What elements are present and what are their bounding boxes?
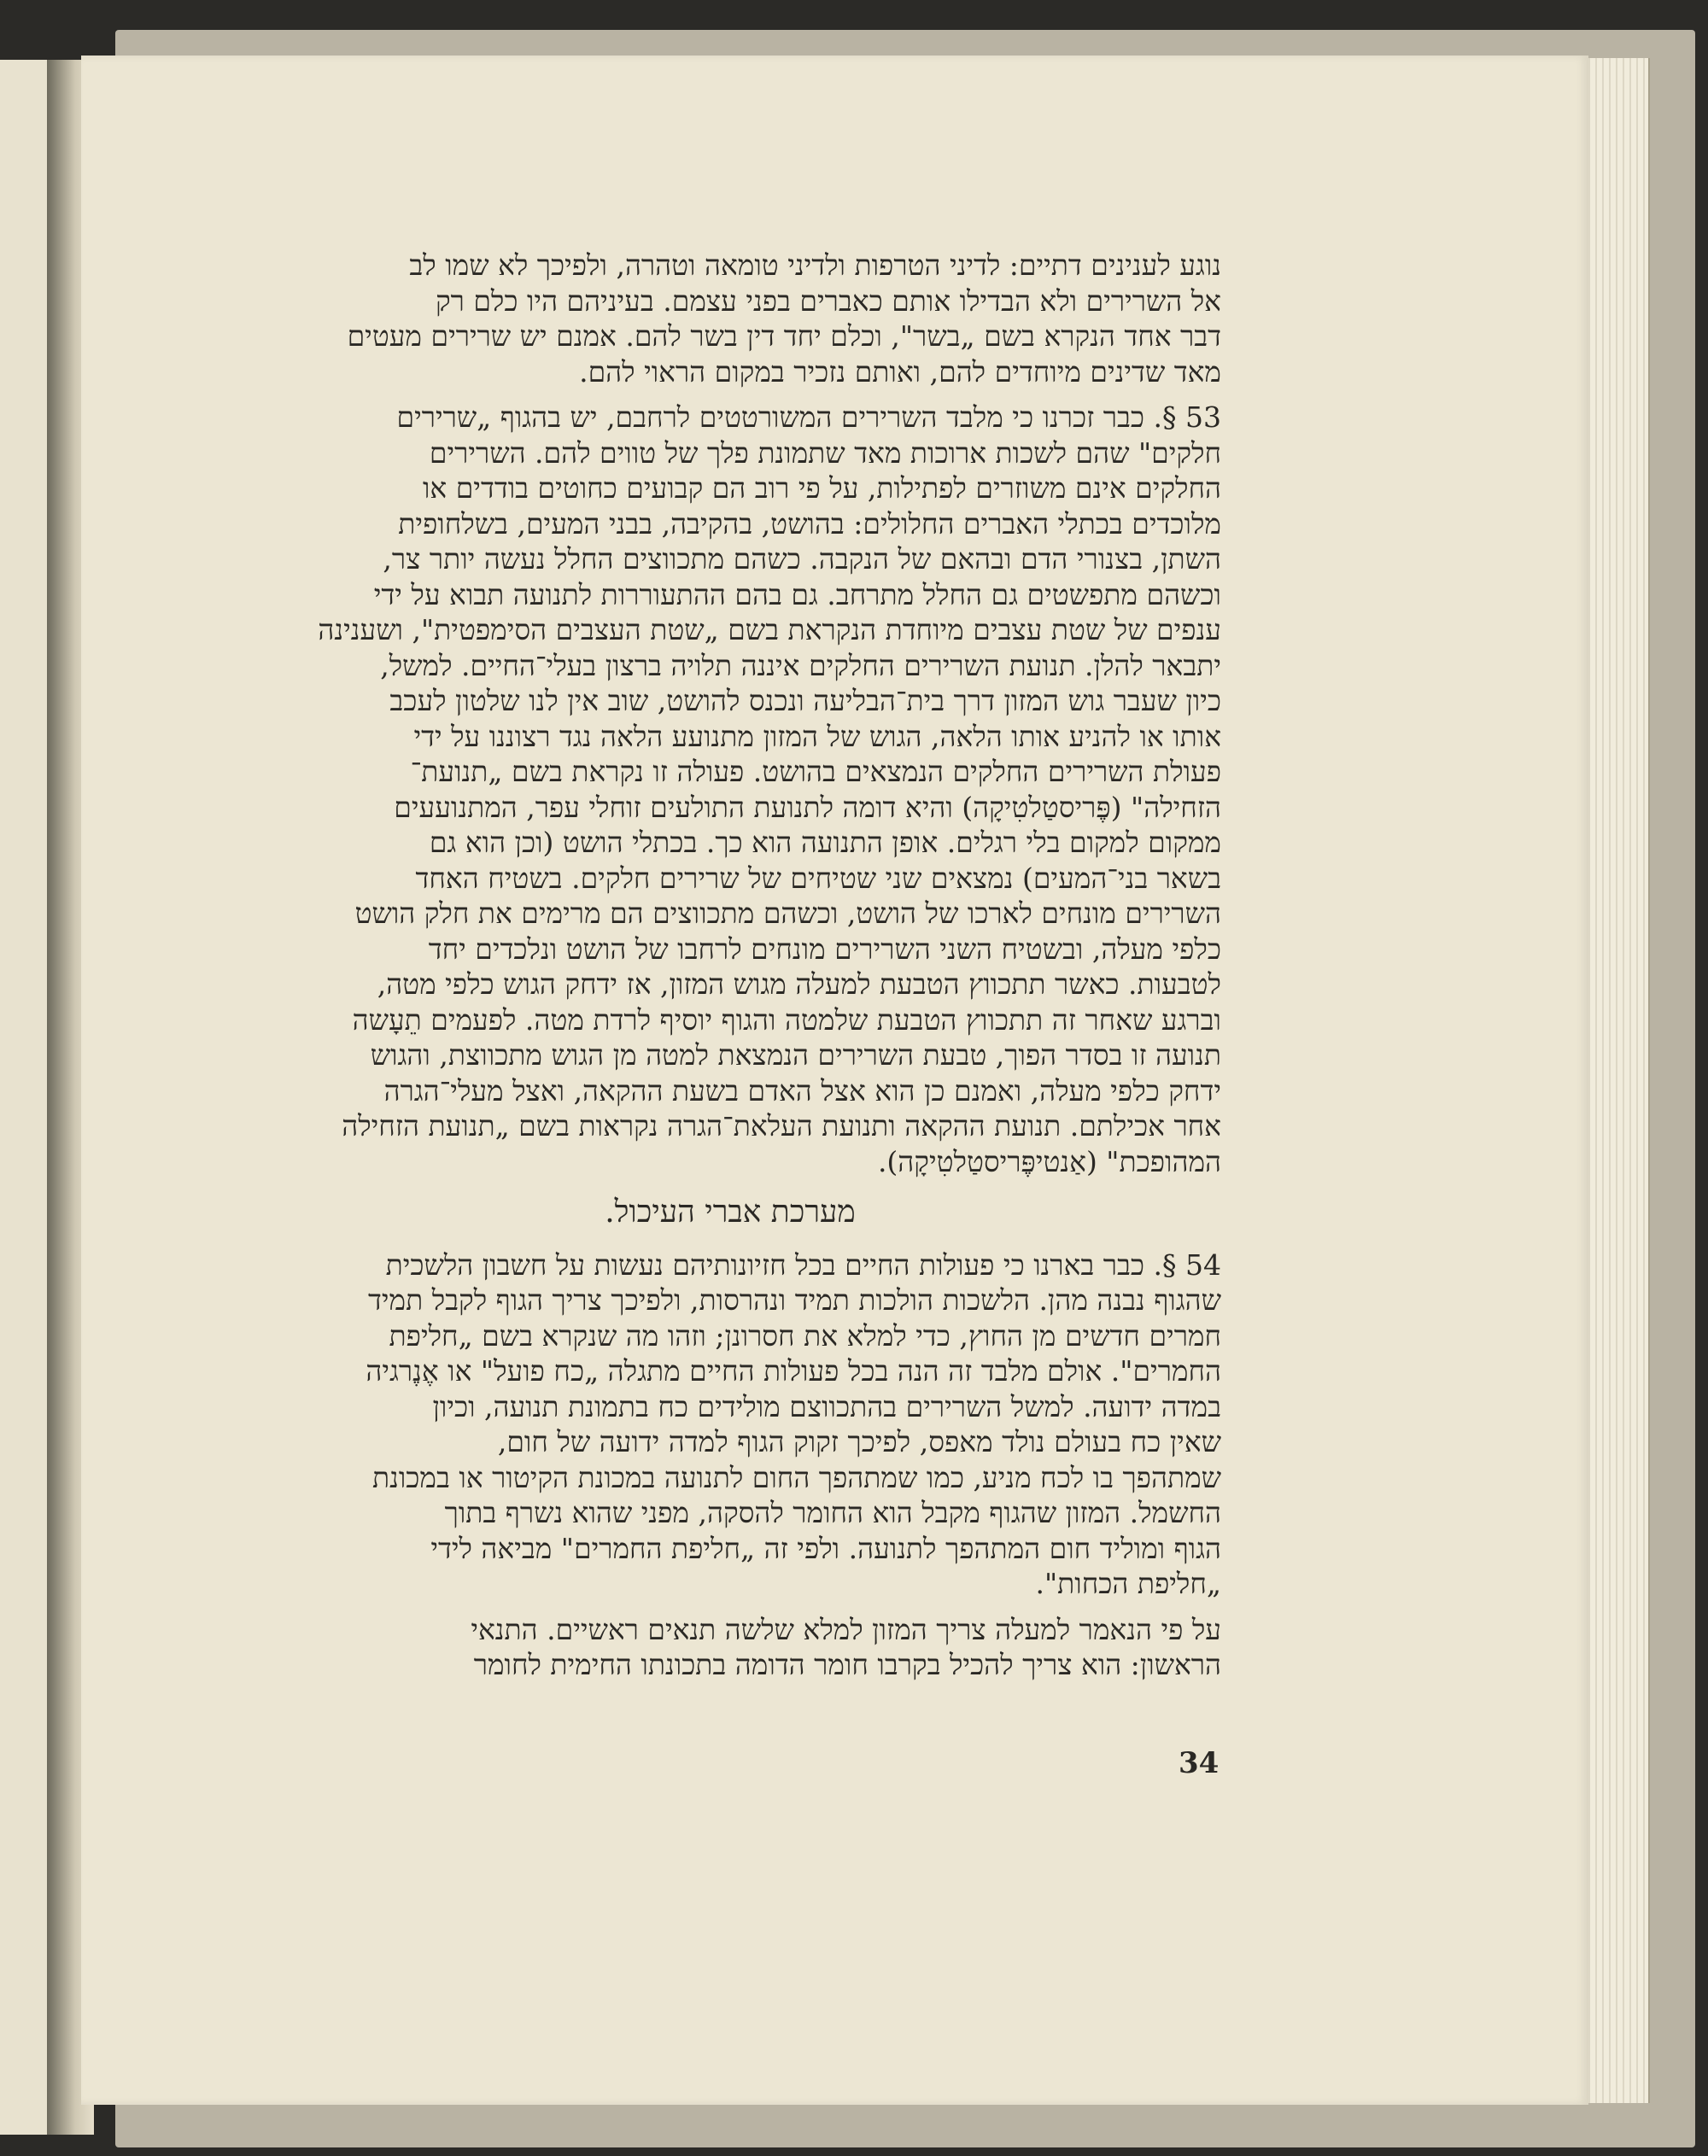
previous-page-edge bbox=[0, 60, 54, 2135]
section-heading: מערכת אברי העיכול. bbox=[605, 1195, 856, 1230]
page-number: 34 bbox=[1179, 1746, 1220, 1780]
paragraph-1: נוגע לענינים דתיים: לדיני הטרפות ולדיני טומאה וטהרה, ולפיכך לא שמו לב אל השרירים ולא הבדילו אותם כאברים בפני עצמם. בעיניהם היו כלם רק דבר אחד הנקרא בשם „בשר", וכלם יחד דין בשר להם. אמנם יש שרירים מעטים מאד שדינים מיוחדים להם, ואותם נזכיר במקום הראוי להם. bbox=[347, 248, 1221, 389]
page-text bbox=[239, 248, 1221, 1683]
paragraph-4: על פי הנאמר למעלה צריך המזון למלא שלשה תנאים ראשיים. התנאי הראשון: הוא צריך להכיל בקרבו חומר הדומה בתכונתו החימית לחומר bbox=[471, 1612, 1221, 1681]
paragraph-3: 54 §. כבר בארנו כי פעולות החיים בכל חזיונותיהם נעשות על חשבון הלשכית שהגוף נבנה מהן. הלשכות הולכות תמיד ונהרסות, ולפיכך צריך הגוף לקבל תמיד חמרים חדשים מן החוץ, כדי למלא את חסרונן; וזהו מה שנקרא בשם „חליפת החמרים". אולם מלבד זה הנה בכל פעולות החיים מתגלה „כח פועל" או אֶנֶרגיה במדה ידועה. למשל השרירים בהתכווצם מולידים כח בתמונת תנועה, וכיון שאין כח בעולם נולד מאפס, לפיכך זקוק הגוף למדה ידועה של חום, שמתהפך בו לכח מניע, כמו שמתהפך החום לתנועה במכונת הקיטור או במכונת החשמל. המזון שהגוף מקבל הוא החומר להסקה, מפני שהוא נשרף בתוך הגוף ומוליד חום המתהפך לתנועה. ולפי זה „חליפת החמרים" מביאה לידי „חליפת הכחות". bbox=[366, 1247, 1221, 1600]
paragraph-2: 53 §. כבר זכרנו כי מלבד השרירים המשורטטים לרחבם, יש בהגוף „שרירים חלקים" שהם לשכות ארוכות מאד שתמונת פלך של טווים להם. השרירים החלקים אינם משוזרים לפתילות, על פי רוב הם קבועים כחוטים בודדים או מלוכדים בכתלי האברים החלולים: בהושט, בהקיבה, בבני המעים, בשלחופית השתן, בצנורי הדם ובהאם של הנקבה. כשהם מתכווצים החלל נעשה יותר צר, וכשהם מתפשטים גם החלל מתרחב. גם בהם ההתעוררות לתנועה תבוא על ידי ענפים של שטת עצבים מיוחדת הנקראת בשם „שטת העצבים הסימפטית", ושענינה יתבאר להלן. תנועת השרירים החלקים איננה תלויה ברצון בעלי־החיים. למשל, כיון שעבר גוש המזון דרך בית־הבליעה ונכנס להושט, שוב אין לנו שלטון לעכב אותו או להניע אותו הלאה, הגוש של המזון מתנועע הלאה נגד רצוננו על ידי פעולת השרירים החלקים הנמצאים בהושט. פעולה זו נקראת בשם „תנועת־ הזחילה" (פֶּריסטַלטִיקָה) והיא דומה לתנועת התולעים זוחלי עפר, המתנועעים ממקום למקום בלי רגלים. אופן התנועה הוא כך. בכתלי הושט (וכן הוא גם בשאר בני־המעים) נמצאים שני שטיחים של שרירים חלקים. בשטיח האחד השרירים מונחים לארכו של הושט, וכשהם מתכווצים הם מרימים את חלק הושט כלפי מעלה, ובשטיח השני השרירים מונחים לרחבו של הושט ונלכדים יחד לטבעות. כאשר תתכווץ הטבעת למעלה מגוש המזון, אז ידחק הגוש כלפי מטה, וברגע שאחר זה תתכווץ הטבעת שלמטה והגוף יוסיף לרדת מטה. לפעמים תֵעָשה תנועה זו בסדר הפוך, טבעת השרירים הנמצאת למטה מן הגוש מתכווצת, והגוש ידחק כלפי מעלה, ואמנם כן הוא אצל האדם בשעת ההקאה, ואצל מעלי־הגרה אחר אכילתם. תנועת ההקאה ותנועת העלאת־הגרה נקראות בשם „תנועת הזחילה המהופכת" (אַנטיפֶּריסטַלטִיקָה). bbox=[318, 400, 1221, 1178]
